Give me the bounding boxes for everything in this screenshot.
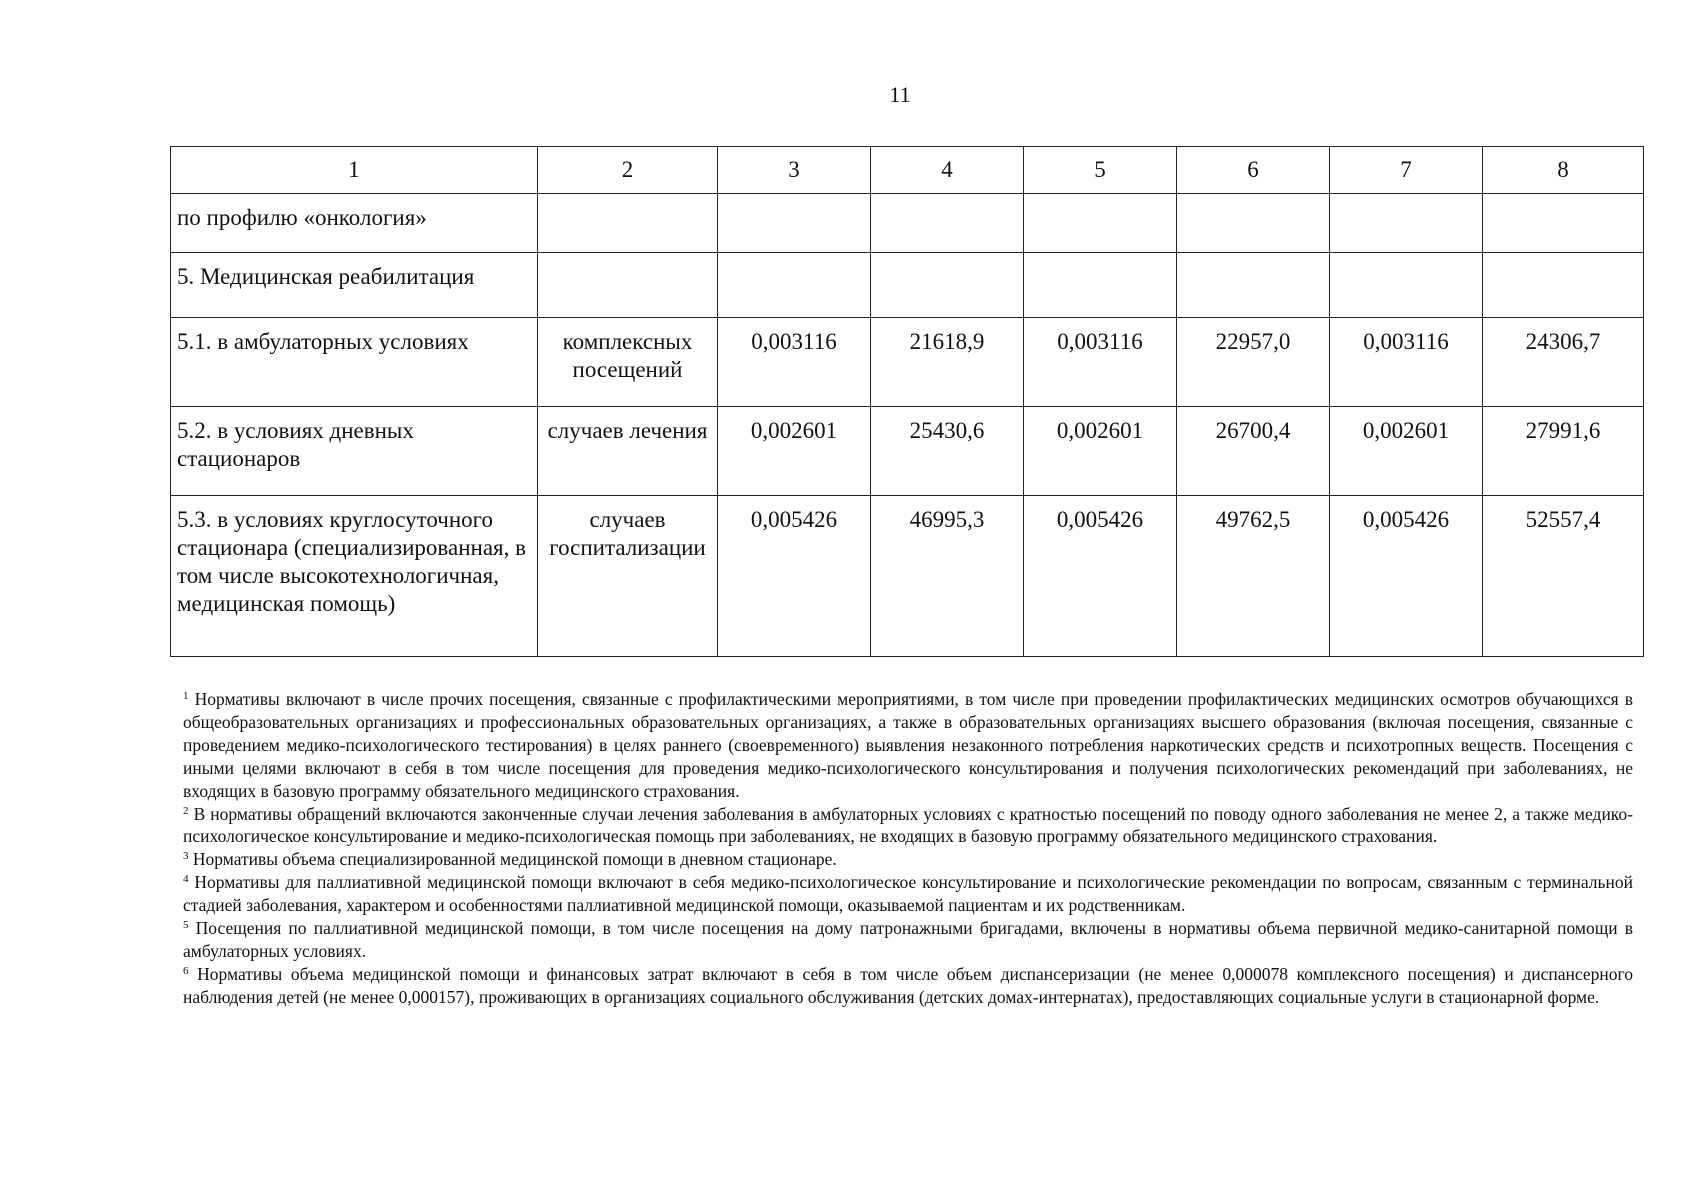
column-header: 6 xyxy=(1177,147,1330,194)
value-cell: 52557,4 xyxy=(1483,496,1644,657)
column-header: 8 xyxy=(1483,147,1644,194)
value-cell: 0,002601 xyxy=(718,407,871,496)
footnote xyxy=(183,803,1633,849)
value-cell xyxy=(871,253,1024,318)
value-cell xyxy=(1483,253,1644,318)
footnote-mark: 3 xyxy=(183,850,189,863)
value-cell: 25430,6 xyxy=(871,407,1024,496)
footnotes xyxy=(183,688,1633,1009)
footnote-mark: 1 xyxy=(183,690,189,702)
column-header: 1 xyxy=(171,147,538,194)
table-row xyxy=(171,253,1644,318)
footnote-text: Нормативы для паллиативной медицинской помощи включают в себя медико-психологическое консультирование и психологические рекомендации по вопросам, связанным с терминальной стадией заболевания, характером и особенностями паллиативной медицинской помощи, оказываемой пациентам и их родственникам. xyxy=(183,872,1633,916)
table-header-row xyxy=(171,147,1644,194)
value-cell xyxy=(1330,253,1483,318)
column-header: 3 xyxy=(718,147,871,194)
footnote xyxy=(183,848,1633,871)
unit-cell: комплексных посещений xyxy=(538,318,718,407)
value-cell: 46995,3 xyxy=(871,496,1024,657)
footnote-text: Нормативы объема специализированной медицинской помощи в дневном стационаре. xyxy=(192,849,837,870)
value-cell: 22957,0 xyxy=(1177,318,1330,407)
footnote xyxy=(183,963,1633,1009)
row-name-cell: по профилю «онкология» xyxy=(171,194,538,253)
value-cell: 0,002601 xyxy=(1024,407,1177,496)
column-header: 2 xyxy=(538,147,718,194)
footnote xyxy=(183,917,1633,963)
value-cell xyxy=(718,253,871,318)
value-cell xyxy=(1024,194,1177,253)
value-cell xyxy=(1177,194,1330,253)
value-cell: 26700,4 xyxy=(1177,407,1330,496)
table-row xyxy=(171,318,1644,407)
value-cell xyxy=(1483,194,1644,253)
value-cell: 49762,5 xyxy=(1177,496,1330,657)
column-header: 7 xyxy=(1330,147,1483,194)
footnote-text: Нормативы объема медицинской помощи и финансовых затрат включают в себя в том числе объем диспансеризации (не менее 0,000078 комплексного посещения) и диспансерного наблюдения детей (не менее 0,000157), проживающих в организациях социального обслуживания (детских домах-интернатах), предоставляющих социальные услуги в стационарной форме. xyxy=(183,963,1633,1007)
value-cell: 0,003116 xyxy=(718,318,871,407)
footnote xyxy=(183,871,1633,917)
footnote-text: В нормативы обращений включаются законченные случаи лечения заболевания в амбулаторных условиях с кратностью посещений по поводу одного заболевания не менее 2, а также медико-психологическое консультирование и медико-психологическая помощь при заболеваниях, не входящих в базовую программу обязательного медицинского страхования. xyxy=(183,803,1633,847)
value-cell: 0,003116 xyxy=(1024,318,1177,407)
footnote-text: Посещения по паллиативной медицинской помощи, в том числе посещения на дому патронажными бригадами, включены в нормативы объема первичной медико-санитарной помощи в амбулаторных условиях. xyxy=(183,918,1634,961)
value-cell: 24306,7 xyxy=(1483,318,1644,407)
norms-table xyxy=(170,146,1644,657)
table-row xyxy=(171,496,1644,657)
footnote-mark: 6 xyxy=(183,964,189,977)
unit-cell: случаев госпитализации xyxy=(538,496,718,657)
column-header: 5 xyxy=(1024,147,1177,194)
footnote-text: Нормативы включают в числе прочих посещения, связанные с профилактическими мероприятиями, в том числе при проведении профилактических медицинских осмотров обучающихся в общеобразовательных организациях и профессиональных образовательных организациях, а также в образовательных организациях высшего образования (включая посещения, связанные с проведением медико-психологического тестирования) в целях раннего (своевременного) выявления незаконного потребления наркотических средств и психотропных веществ. Посещения с иными целями включают в себя в том числе посещения для проведения медико-психологического консультирования и получения психологических рекомендаций при заболеваниях, не входящих в базовую программу обязательного медицинского страхования. xyxy=(183,689,1633,801)
row-name-cell: 5.3. в условиях круглосуточного стационара (специализированная, в том числе высокотехнологичная, медицинская помощь) xyxy=(171,496,538,657)
table-row xyxy=(171,194,1644,253)
value-cell: 0,005426 xyxy=(718,496,871,657)
value-cell xyxy=(871,194,1024,253)
value-cell xyxy=(1024,253,1177,318)
footnote xyxy=(183,688,1633,803)
value-cell: 0,005426 xyxy=(1024,496,1177,657)
unit-cell xyxy=(538,253,718,318)
value-cell xyxy=(1330,194,1483,253)
row-name-cell: 5.1. в амбулаторных условиях xyxy=(171,318,538,407)
value-cell xyxy=(718,194,871,253)
unit-cell: случаев лечения xyxy=(538,407,718,496)
value-cell xyxy=(1177,253,1330,318)
row-name-cell: 5. Медицинская реабилитация xyxy=(171,253,538,318)
column-header: 4 xyxy=(871,147,1024,194)
row-name-cell: 5.2. в условиях дневных стационаров xyxy=(171,407,538,496)
footnote-mark: 5 xyxy=(183,919,189,932)
footnote-mark: 2 xyxy=(183,804,189,817)
table-row xyxy=(171,407,1644,496)
page-number: 11 xyxy=(889,82,911,107)
value-cell: 21618,9 xyxy=(871,318,1024,407)
value-cell: 0,003116 xyxy=(1330,318,1483,407)
value-cell: 0,002601 xyxy=(1330,407,1483,496)
value-cell: 27991,6 xyxy=(1483,407,1644,496)
value-cell: 0,005426 xyxy=(1330,496,1483,657)
footnote-mark: 4 xyxy=(183,873,189,886)
unit-cell xyxy=(538,194,718,253)
